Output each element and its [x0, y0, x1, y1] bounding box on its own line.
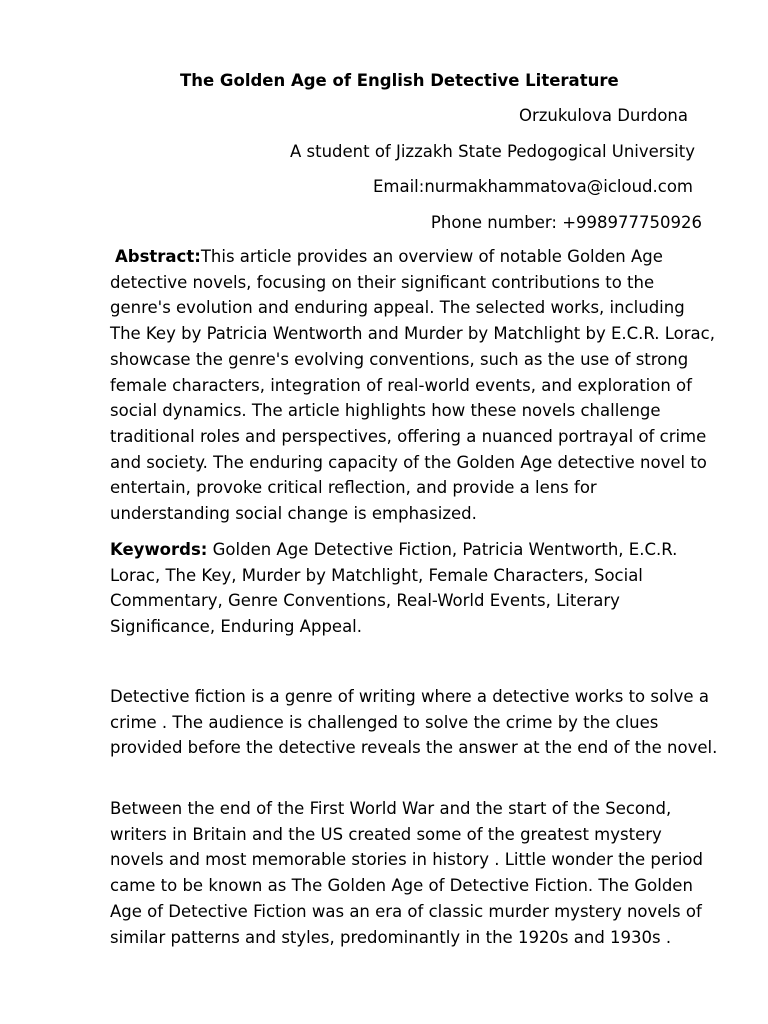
keywords-text: Golden Age Detective Fiction, Patricia Wentworth, E.C.R. Lorac, The Key, Murder by Matchlight, Female Characters, Social Commentary, Genre Conventions, Real-World Events, Literary Significance, Enduring Appeal.: [110, 540, 678, 637]
author-name: Orzukulova Durdona: [519, 106, 688, 125]
author-email: Email:nurmakhammatova@icloud.com: [372, 177, 693, 196]
body-paragraph: Detective fiction is a genre of writing where a detective works to solve a crime . The audience is challenged to solve the crime by the clues provided before the detective reveals the answer at the end of the novel.: [110, 687, 718, 758]
keywords-label: Keywords:: [110, 540, 208, 559]
abstract-text: This article provides an overview of notable Golden Age detective novels, focusing on their significant contributions to the genre's evolution and enduring appeal. The selected works, including The Key by Patricia Wentworth and Murder by Matchlight by E.C.R. Lorac, showcase the genre's evolving conventions, such as the use of strong female characters, integration of real-world events, and exploration of social dynamics. The article highlights how these novels challenge traditional roles and perspectives, offering a nuanced portrayal of crime and society. The enduring capacity of the Golden Age detective novel to entertain, provoke critical reflection, and provide a lens for understanding social change is emphasized.: [110, 247, 715, 524]
abstract-paragraph: [110, 244, 720, 527]
abstract-label: Abstract:: [115, 247, 201, 266]
author-affiliation: A student of Jizzakh State Pedogogical University: [289, 142, 695, 161]
author-phone: Phone number: +998977750926: [430, 213, 702, 232]
keywords-paragraph: [110, 537, 720, 640]
document-title: The Golden Age of English Detective Literature: [180, 71, 619, 90]
body-paragraph: Between the end of the First World War and the start of the Second, writers in Britain and the US created some of the greatest mystery novels and most memorable stories in history . Little wonder the period came to be known as The Golden Age of Detective Fiction. The Golden Age of Detective Fiction was an era of classic murder mystery novels of similar patterns and styles, predominantly in the 1920s and 1930s .: [110, 799, 703, 947]
